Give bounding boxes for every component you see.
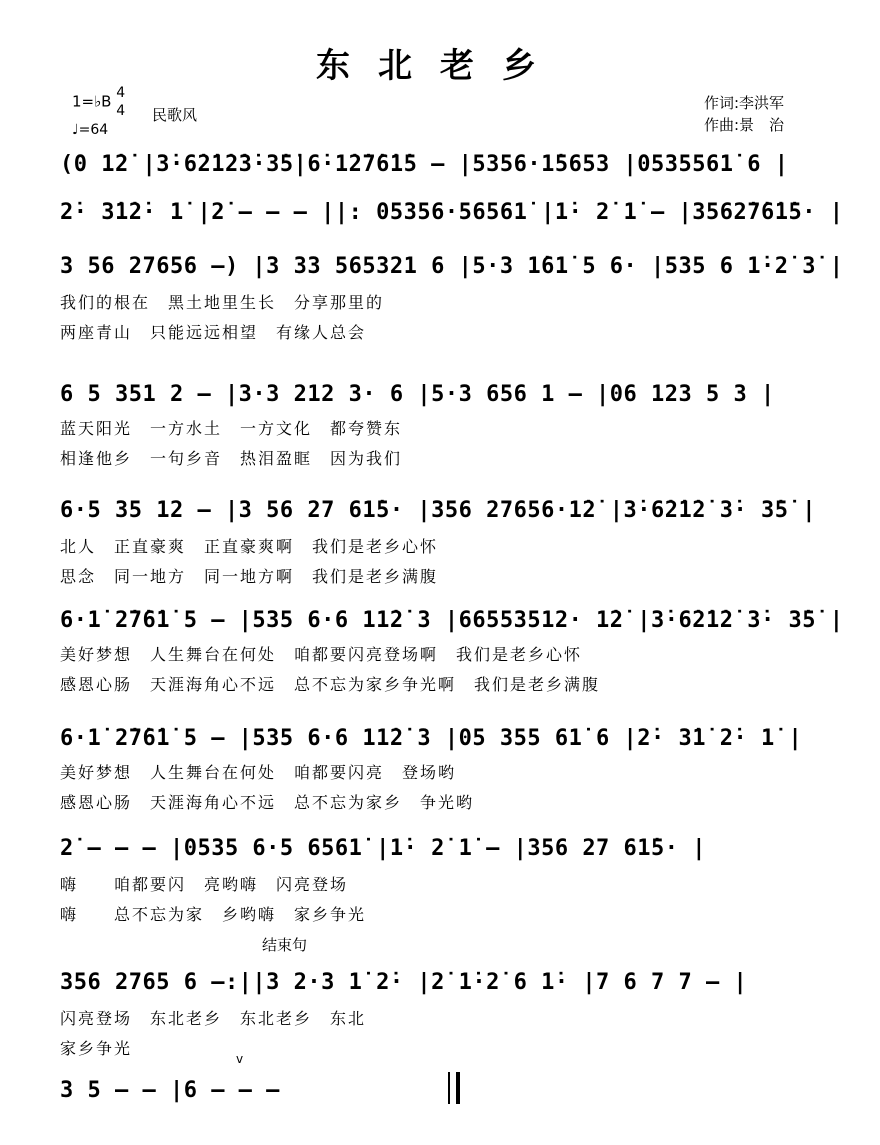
time-signature: [116, 84, 125, 120]
lyrics-verse-2: 家乡争光: [60, 1039, 133, 1058]
lyrics-verse-2: 两座青山 只能远远相望 有缘人总会: [60, 323, 367, 342]
tempo-marking: ♩=64: [72, 122, 109, 138]
composer-credit: 作曲:景 治: [704, 116, 785, 134]
lyrics-verse-2: 感恩心肠 天涯海角心不远 总不忘为家乡争光啊 我们是老乡满腹: [60, 675, 601, 694]
lyricist-credit: 作词:李洪军: [704, 94, 785, 112]
lyrics-verse-2: 嗨 总不忘为家 乡哟嗨 家乡争光: [60, 905, 367, 924]
notation-line: 6·5 35 12 – |3 56 27 61̇5· |356 27656·1̇2̇ |3̇·6̇2̇1̇2̇ 3̇· 3̇5̇ |: [60, 498, 816, 523]
lyrics-verse-1: 美好梦想 人生舞台在何处 咱都要闪亮 登场哟: [60, 763, 457, 782]
notation-line: 356 2765 6 –:||3 2·3 1̇ 2̇· |2̇ 1̇·2̇ 6 1̇· |7 6 7 7 – |: [60, 970, 748, 995]
notation-line: 3 56 27656 –) |3 33 565321 6 |5·3 1̇61̇ 5 6· |535 6 1̇·2̇ 3̇ |: [60, 254, 844, 279]
breath-mark: v: [236, 1052, 244, 1066]
lyrics-verse-1: 我们的根在 黑土地里生长 分享那里的: [60, 293, 385, 312]
final-barline: [448, 1072, 460, 1104]
notation-line: 2̇ – – – |0535 6·5 6561̇ |1̇· 2̇ 1̇ – |356 27 61̇5· |: [60, 836, 707, 861]
lyrics-verse-1: 嗨 咱都要闪 亮哟嗨 闪亮登场: [60, 875, 349, 894]
lyrics-verse-1: 北人 正直豪爽 正直豪爽啊 我们是老乡心怀: [60, 537, 439, 556]
lyrics-verse-2: 思念 同一地方 同一地方啊 我们是老乡满腹: [60, 567, 439, 586]
song-title: 东北老乡: [316, 46, 564, 86]
style-marking: 民歌风: [152, 106, 198, 124]
time-sig-bottom: 4: [116, 103, 126, 119]
lyrics-verse-2: 相逢他乡 一句乡音 热泪盈眶 因为我们: [60, 449, 403, 468]
notation-line: (0 1̇2̇ |3̇·6̇2̇1̇2̇3̇·3̇5̇|6̇·1̇2̇7̇6̇1̇5 – |5356·1̇5653 |0535561̇ 6 |: [60, 152, 789, 177]
lyrics-verse-1: 蓝天阳光 一方水土 一方文化 都夸赞东: [60, 419, 403, 438]
credits: [704, 92, 784, 136]
notation-line: 6·1̇ 2̇7̇6̇1̇ 5 – |535 6·6 11̇2̇ 3 |05 355 61̇ 6 |2̇· 3̇1̇ 2̇· 1̇ |: [60, 726, 803, 751]
key-signature: [72, 84, 125, 120]
ending-label: 结束句: [262, 936, 308, 954]
notation-line: 6 5 351 2 – |3·3 212 3· 6 |5·3 656 1 – |06 123 5 3 |: [60, 382, 775, 407]
lyrics-verse-1: 美好梦想 人生舞台在何处 咱都要闪亮登场啊 我们是老乡心怀: [60, 645, 583, 664]
notation-line: 2̇· 3̇1̇2̇· 1̇ |2̇ – – – ||: 05356·56561̇ |1̇· 2̇ 1̇ – |3562̇7̇6̇1̇5· |: [60, 200, 844, 225]
lyrics-verse-2: 感恩心肠 天涯海角心不远 总不忘为家乡 争光哟: [60, 793, 475, 812]
notation-line: 6·1̇ 2̇7̇6̇1̇ 5 – |535 6·6 11̇2̇ 3 |66553512· 1̇2̇ |3̇·6̇2̇1̇2̇ 3̇· 3̇5̇ |: [60, 608, 844, 633]
time-sig-top: 4: [116, 85, 126, 101]
lyrics-verse-1: 闪亮登场 东北老乡 东北老乡 东北: [60, 1009, 367, 1028]
key-label: 1=♭B: [72, 92, 112, 111]
notation-line: 3 5 – – |6 – – –: [60, 1078, 280, 1103]
